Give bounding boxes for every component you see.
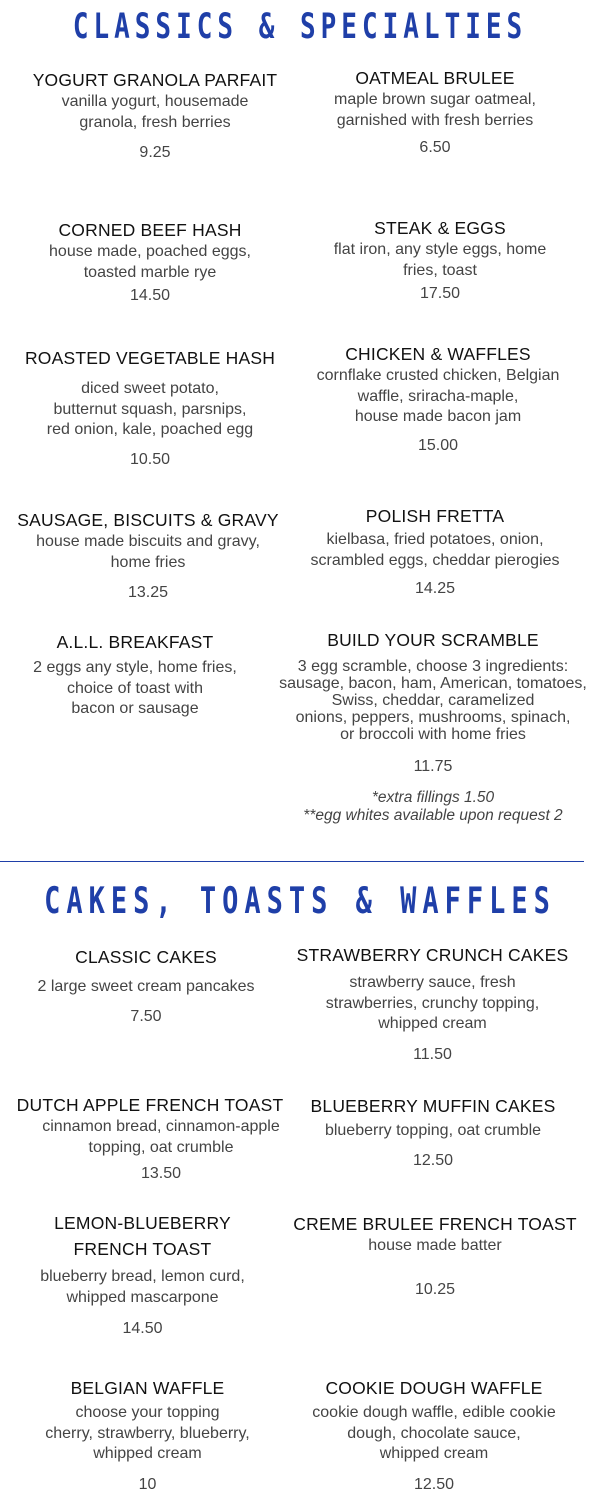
item-description: cookie dough waffle, edible cookie dough, chocolate sauce, whipped cream [312, 1404, 556, 1462]
item-price: 12.50 [413, 1475, 455, 1493]
menu-item [288, 1094, 578, 1171]
item-name: SAUSAGE, BISCUITS & GRAVY [17, 510, 279, 530]
item-name: ROASTED VEGETABLE HASH [24, 348, 276, 368]
item-price: 9.25 [139, 144, 171, 161]
item-description: blueberry topping, oat crumble [324, 1122, 542, 1139]
section-divider [0, 861, 584, 862]
item-name: CHICKEN & WAFFLES [345, 344, 531, 364]
menu-item [266, 628, 600, 825]
menu-item [10, 68, 300, 163]
item-name: COOKIE DOUGH WAFFLE [325, 1378, 543, 1398]
menu-item [5, 1093, 295, 1184]
menu-item [0, 1210, 285, 1339]
item-name: YOGURT GRANOLA PARFAIT [32, 70, 278, 90]
item-price: 14.50 [129, 287, 171, 304]
item-description: 3 egg scramble, choose 3 ingredients: sausage, bacon, ham, American, tomatoes, Swiss, cheddar, caramelized onions, peppers, mushrooms, spinach, or broccoli with home fries [279, 658, 587, 743]
menu-item [5, 1376, 290, 1495]
item-description: blueberry bread, lemon curd, whipped mascarpone [40, 1268, 245, 1306]
item-price: 13.50 [140, 1165, 182, 1182]
item-description: vanilla yogurt, housemade granola, fresh berries [61, 93, 249, 131]
item-name: POLISH FRETTA [365, 506, 505, 526]
section-title-cakes: CAKES, TOASTS & WAFFLES [44, 880, 556, 923]
item-note: *extra fillings 1.50 [371, 789, 495, 806]
item-description: strawberry sauce, fresh strawberries, crunchy topping, whipped cream [325, 974, 540, 1032]
item-name: LEMON-BLUEBERRY FRENCH TOAST [54, 1213, 231, 1259]
item-description: house made biscuits and gravy, home fries [36, 533, 260, 571]
menu-item [5, 346, 295, 470]
item-description: flat iron, any style eggs, home fries, toast [333, 241, 547, 279]
item-name: DUTCH APPLE FRENCH TOAST [16, 1095, 284, 1115]
item-name: STEAK & EGGS [374, 218, 506, 238]
item-price: 10.25 [414, 1280, 456, 1298]
item-name: CORNED BEEF HASH [58, 220, 242, 240]
item-description: house made batter [368, 1237, 502, 1254]
item-description: house made, poached eggs, toasted marble rye [49, 243, 251, 281]
section-title-classics: CLASSICS & SPECIALTIES [72, 6, 528, 48]
menu-item [0, 945, 292, 1027]
menu-item [285, 504, 585, 599]
item-name: A.L.L. BREAKFAST [56, 632, 214, 652]
item-name: OATMEAL BRULEE [355, 68, 515, 88]
item-price: 10.50 [129, 450, 171, 468]
item-description: 2 large sweet cream pancakes [37, 978, 255, 995]
item-name: BELGIAN WAFFLE [70, 1378, 225, 1398]
item-description: cornflake crusted chicken, Belgian waffle, sriracha-maple, house made bacon jam [316, 367, 560, 425]
menu-item [290, 66, 580, 158]
item-name: STRAWBERRY CRUNCH CAKES [296, 945, 569, 965]
item-name: BLUEBERRY MUFFIN CAKES [310, 1096, 556, 1116]
item-price: 11.75 [413, 758, 453, 775]
item-price: 14.50 [122, 1320, 163, 1337]
item-description: diced sweet potato, butternut squash, parsnips, red onion, kale, poached egg [46, 380, 254, 438]
item-price: 11.50 [413, 1045, 452, 1063]
item-description: cinnamon bread, cinnamon-apple topping, oat crumble [42, 1118, 280, 1156]
item-name: CREME BRULEE FRENCH TOAST [293, 1214, 577, 1234]
item-note: **egg whites available upon request 2 [303, 807, 563, 824]
item-price: 6.50 [419, 139, 451, 156]
item-name: BUILD YOUR SCRAMBLE [327, 630, 539, 650]
item-price: 12.50 [412, 1151, 454, 1169]
menu-item [0, 630, 270, 720]
menu-item [5, 218, 295, 306]
item-price: 13.25 [127, 584, 169, 601]
item-description: choose your topping cherry, strawberry, blueberry, whipped cream [45, 1404, 250, 1462]
item-description: maple brown sugar oatmeal, garnished with fresh berries [334, 91, 536, 129]
menu-item [292, 216, 588, 304]
item-description: kielbasa, fried potatoes, onion, scrambled eggs, cheddar pierogies [310, 531, 560, 569]
item-name: CLASSIC CAKES [75, 947, 217, 967]
menu-item [285, 1376, 583, 1495]
menu-item [3, 508, 293, 603]
item-description: 2 eggs any style, home fries, choice of toast with bacon or sausage [33, 659, 237, 717]
item-price: 7.50 [130, 1007, 162, 1025]
item-price: 15.00 [417, 436, 459, 454]
item-price: 10 [138, 1475, 157, 1493]
menu-item [290, 1212, 580, 1300]
item-price: 14.25 [414, 580, 456, 597]
item-price: 17.50 [419, 285, 461, 302]
menu-item [285, 943, 580, 1065]
menu-item [288, 342, 588, 456]
